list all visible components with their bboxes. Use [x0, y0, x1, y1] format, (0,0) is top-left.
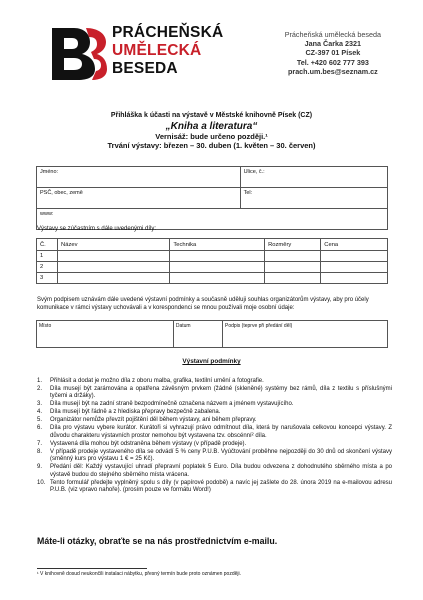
applicant-form — [36, 166, 388, 230]
heading-line-1: Přihláška k účasti na výstavě v Městské knihovně Písek (CZ) — [110, 112, 313, 119]
row-number: 3 — [37, 273, 58, 284]
title-cell[interactable] — [58, 262, 170, 273]
street-label: Ulice, č.: — [243, 169, 265, 175]
price-cell[interactable] — [321, 251, 388, 262]
phone-label: Tel: — [243, 190, 253, 196]
dimensions-cell[interactable] — [265, 262, 321, 273]
contact-block — [285, 30, 381, 76]
conditions-title: Výstavní podmínky — [182, 358, 241, 365]
list-item: 10. Tento formulář předejte vyplněný spolu s díly (v papírové podobě) a navíc jej zašlete do 28. února 2019 na e-mailovou adresu P.U.B. (viz vpravo nahoře). (prosím pouze ve formátu Word!) — [37, 479, 392, 494]
list-item: 7. Vystavená díla mohou být odstraněna během výstavy (v případě prodeje). — [37, 440, 247, 447]
list-item: 8. V případě prodeje vystaveného díla se odvádí 5 % ceny P.U.B. Vyúčtování proběhne nejpozději do 30 dnů od skončení výstavy (směnný kurs pro výstavu 1 € = 25 Kč). — [37, 448, 392, 463]
application-heading — [0, 111, 423, 151]
list-item: 9. Předání děl: Každý vystavující uhradí přepravní poplatek 5 Euro. Díla budou odvezena z dohodnutého sběrného místa a po výstavě budou do stejného sběrného místa vrácena. — [37, 464, 392, 478]
condition-text: Díla musejí být řádně a z hlediska přepravy bezpečně zabalena. — [50, 409, 221, 416]
date-label: Datum — [175, 323, 191, 329]
web-label: www: — [40, 211, 54, 217]
footnote: ¹ V knihovně dosud neukončili instalaci nábytku, přesný termín bude proto oznámen později. — [37, 571, 242, 577]
place-label: Místo — [39, 323, 52, 329]
condition-text: Organizátor nemůže převzít pojištění děl během výstavy, ani během přepravy. — [50, 417, 257, 424]
signature-table — [36, 320, 388, 348]
technique-cell[interactable] — [170, 262, 265, 273]
condition-text: Díla pro výstavu vybere kurátor. Kurátoři si vyhrazují právo odmítnout díla, která by narušovala celkovou koncepci výstavy. Z důvodu charakteru výstavních prostor nemohou být vystavena tzv. obscénní² díla. — [50, 425, 392, 439]
table-row — [37, 262, 388, 273]
postal-label: PSČ, obec, země — [40, 190, 83, 196]
signature-field[interactable] — [223, 321, 388, 348]
contact-email[interactable]: prach.um.bes@seznam.cz — [288, 66, 378, 76]
condition-text: Předání děl: Každý vystavující uhradí přepravní poplatek 5 Euro. Díla budou odvezena z dohodnutého sběrného místa a po výstavě budou do stejného sběrného místa vrácena. — [50, 464, 392, 478]
name-field[interactable] — [37, 167, 241, 188]
works-header-row — [37, 239, 388, 251]
vernissage-line: Vernisáž: bude určeno později.¹ — [155, 131, 268, 141]
contact-street: Jana Čarka 2321 — [304, 39, 362, 49]
table-row — [37, 273, 388, 284]
price-cell[interactable] — [321, 273, 388, 284]
footnote-divider — [37, 568, 147, 569]
brand-name — [112, 24, 223, 78]
col-price: Cena — [321, 239, 388, 251]
condition-text: Přihlásit a dodat je možno díla z oboru malba, grafika, textilní umění a fotografie. — [50, 378, 264, 384]
duration-line: Trvání výstavy: březen – 30. duben (1. květen – 30. červen) — [107, 141, 316, 150]
condition-text: Díla musejí být zarámována a opatřena závěsným prvkem (žádné (skleněné) systémy bez rámů, díla z textilu s příslušnými tyčemi a držáky). — [50, 386, 392, 400]
list-item: 4. Díla musejí být řádně a z hlediska přepravy bezpečně zabalena. — [37, 409, 221, 416]
contact-city: CZ-397 01 Písek — [305, 48, 361, 58]
name-label: Jméno: — [40, 169, 59, 175]
dimensions-cell[interactable] — [265, 273, 321, 284]
list-item: 2. Díla musejí být zarámována a opatřena závěsným prvkem (žádné (skleněné) systémy bez rámů, díla z textilu s příslušnými tyčemi a držáky). — [37, 386, 392, 400]
condition-text: Díla musejí být na zadní straně bezpodmínečně označena názvem a jménem vystavujícího. — [50, 401, 294, 408]
table-row — [37, 251, 388, 262]
list-item: 3. Díla musejí být na zadní straně bezpodmínečně označena názvem a jménem vystavujícího. — [37, 401, 294, 408]
conditions-list — [37, 378, 392, 495]
col-number: Č. — [37, 239, 58, 251]
signature-label: Podpis (teprve při předání děl) — [225, 323, 293, 329]
list-item: 5. Organizátor nemůže převzít pojištění děl během výstavy, ani během přepravy. — [37, 417, 257, 424]
consent-text: Svým podpisem uznávám dále uvedené výstavní podmínky a současně uděluji souhlas organizátorům výstavy, aby pro účely komunikace v rámci výstavy uchovávali a v korespondenci se mnou používali moje osobní údaje: — [37, 297, 369, 311]
contact-org: Prácheňská umělecká beseda — [284, 30, 381, 39]
dimensions-cell[interactable] — [265, 251, 321, 262]
row-number: 1 — [37, 251, 58, 262]
works-table — [36, 238, 388, 284]
street-field[interactable] — [240, 167, 387, 188]
title-cell[interactable] — [58, 251, 170, 262]
row-number: 2 — [37, 262, 58, 273]
title-cell[interactable] — [58, 273, 170, 284]
col-technique: Technika — [170, 239, 265, 251]
technique-cell[interactable] — [170, 273, 265, 284]
condition-text: Tento formulář předejte vyplněný spolu s díly (v papírové podobě) a navíc jej zašlete do 28. února 2019 na e-mailovou adresu P.U.B. (viz vpravo nahoře). (prosím pouze ve formátu Word!) — [50, 479, 392, 494]
works-intro: Výstavy se zúčastním s dále uvedenými díly: — [37, 226, 157, 232]
contact-question: Máte-li otázky, obraťte se na nás prostřednictvím e-mailu. — [37, 536, 278, 546]
technique-cell[interactable] — [170, 251, 265, 262]
list-item: 6. Díla pro výstavu vybere kurátor. Kurátoři si vyhrazují právo odmítnout díla, která by narušovala celkovou koncepci výstavy. Z důvodu charakteru výstavních prostor nemohou být vystavena tzv. obscénní² díla. — [37, 425, 392, 439]
brand-line-2: UMĚLECKÁ — [112, 42, 202, 59]
exhibition-title: „Kniha a literatura“ — [165, 120, 258, 132]
brand-line-1: PRÁCHEŇSKÁ — [112, 24, 224, 41]
price-cell[interactable] — [321, 262, 388, 273]
place-field[interactable] — [37, 321, 174, 348]
list-item: 1. Přihlásit a dodat je možno díla z oboru malba, grafika, textilní umění a fotografie. — [37, 378, 264, 384]
condition-text: V případě prodeje vystaveného díla se odvádí 5 % ceny P.U.B. Vyúčtování proběhne nejpozději do 30 dnů od skončení výstavy (směnný kurs pro výstavu 1 € = 25 Kč). — [50, 448, 392, 463]
phone-field[interactable] — [240, 188, 387, 209]
postal-field[interactable] — [37, 188, 241, 209]
col-title: Název — [58, 239, 170, 251]
condition-text: Vystavená díla mohou být odstraněna během výstavy (v případě prodeje). — [50, 440, 247, 447]
contact-phone: Tel. +420 602 777 393 — [296, 57, 369, 67]
date-field[interactable] — [173, 321, 222, 348]
brand-line-3: BESEDA — [112, 60, 178, 77]
col-dimensions: Rozměry — [265, 239, 321, 251]
pub-logo-icon — [50, 24, 108, 82]
